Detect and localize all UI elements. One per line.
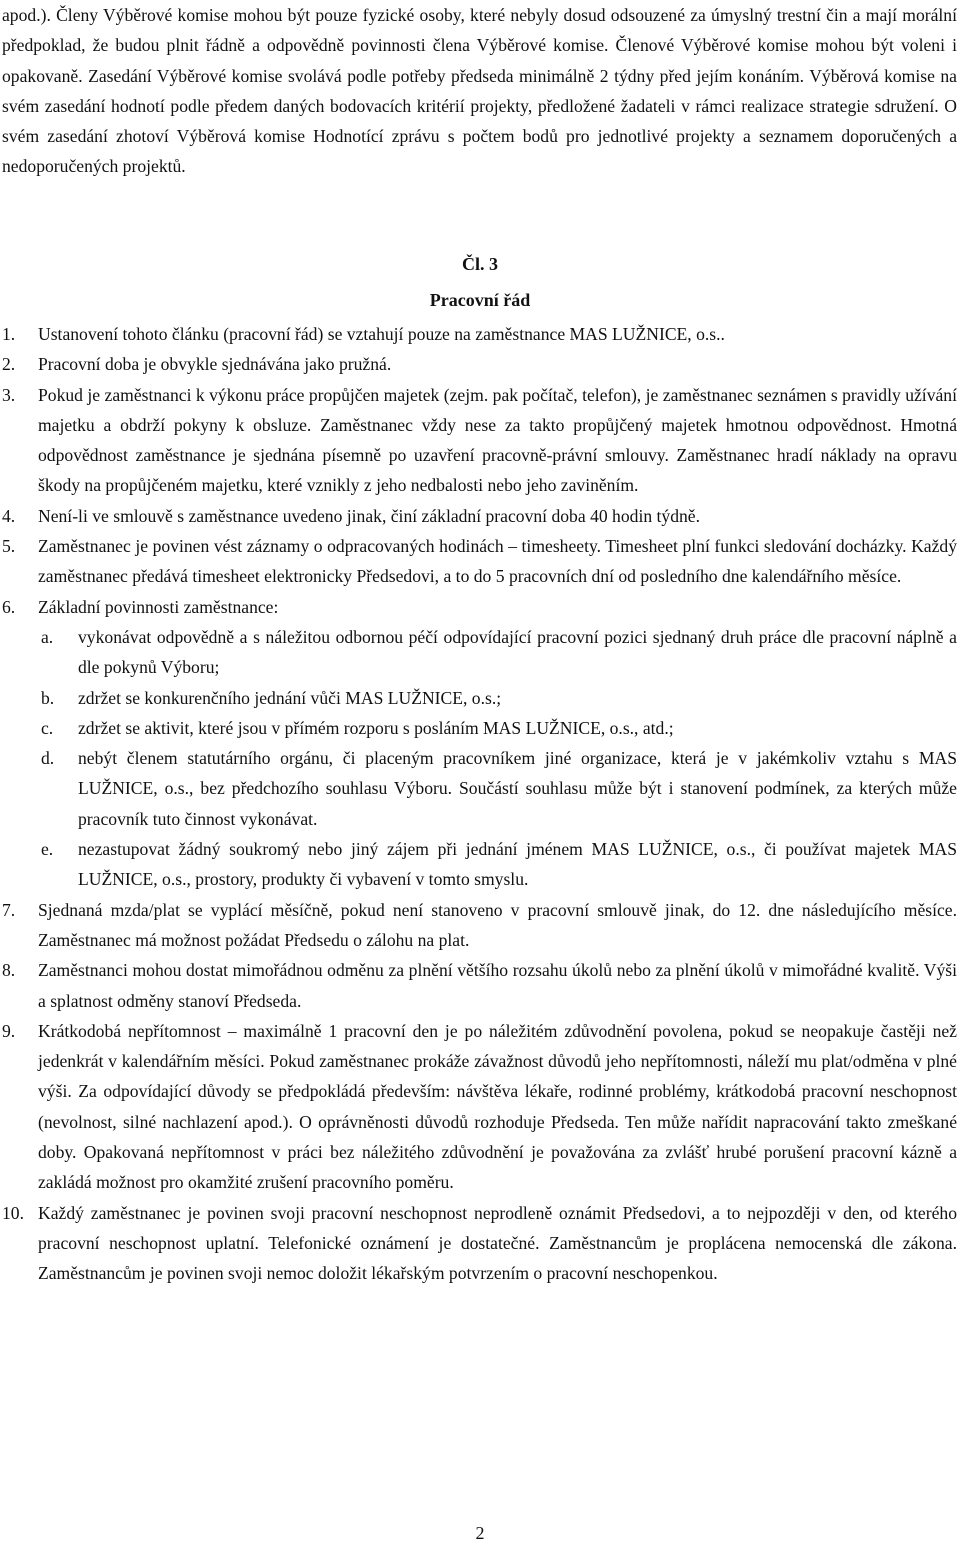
- item-number: 7.: [2, 899, 16, 920]
- article-title: Pracovní řád: [429, 290, 531, 310]
- item-text: Základní povinnosti zaměstnance:: [38, 596, 279, 617]
- sub-text: nezastupovat žádný soukromý nebo jiný zájem při jednání jménem MAS LUŽNICE, o.s., či používat majetek MAS LUŽNICE, o.s., prostory, produkty či vybavení v tomto smyslu.: [78, 839, 957, 890]
- rules-list: [2, 319, 957, 1289]
- list-item: [2, 380, 957, 501]
- sublist-item: [2, 622, 957, 683]
- item-text: Zaměstnanec je povinen vést záznamy o odpracovaných hodinách – timesheety. Timesheet plní funkci sledování docházky. Každý zaměstnanec předává timesheet elektronicky Předsedovi, a to do 5 pracovních dní od posledního dne kalendářního měsíce.: [38, 536, 957, 587]
- sub-letter: e.: [41, 839, 54, 860]
- list-item: [2, 1016, 957, 1198]
- item-number: 6.: [2, 596, 16, 617]
- item-number: 5.: [2, 536, 16, 557]
- sub-text: zdržet se konkurenčního jednání vůči MAS LUŽNICE, o.s.;: [78, 687, 502, 708]
- item-text: Krátkodobá nepřítomnost – maximálně 1 pracovní den je po náležitém zdůvodnění povolena, pokud se neopakuje častěji než jedenkrát v kalendářním měsíci. Pokud zaměstnanec prokáže závažnost důvodů jeho nepřítomnosti, náleží mu plat/odměna v plné výši. Za odpovídající důvody se předpokládá především: návštěva lékaře, rodinné problémy, krátkodobá pracovní neschopnost (nevolnost, silné nachlazení apod.). O oprávněnosti důvodů rozhoduje Předseda. Ten může nařídit napracování takto zmeškané doby. Opakovaná nepřítomnost v práci bez náležitého zdůvodnění je považována za zvlášť hrubé porušení pracovní kázně a zakládá možnost pro okamžité zrušení pracovního poměru.: [38, 1020, 957, 1193]
- list-item: [2, 895, 957, 956]
- sublist-item: [2, 683, 957, 713]
- list-item: [2, 592, 957, 622]
- item-text: Pokud je zaměstnanci k výkonu práce propůjčen majetek (zejm. pak počítač, telefon), je zaměstnanec seznámen s pravidly užívání majetku a obdrží pokyny k obsluze. Zaměstnanec vždy nese za takto propůjčený majetek hmotnou odpovědnost. Hmotná odpovědnost zaměstnance je sjednána písemně po uzavření pracovně-právní smlouvy. Zaměstnanec hradí náklady na opravu škody na propůjčeném majetku, které vznikly z jeho nedbalosti nebo jeho zaviněním.: [38, 384, 957, 496]
- item-number: 9.: [2, 1020, 16, 1041]
- list-item: [2, 531, 957, 592]
- list-item: [2, 349, 957, 379]
- sublist-item: [2, 713, 957, 743]
- sub-letter: d.: [41, 748, 55, 769]
- list-item: [2, 1198, 957, 1289]
- duties-sublist: [2, 622, 957, 895]
- item-number: 2.: [2, 354, 16, 375]
- item-number: 3.: [2, 384, 16, 405]
- sub-letter: b.: [41, 687, 55, 708]
- intro-paragraph: apod.). Členy Výběrové komise mohou být pouze fyzické osoby, které nebyly dosud odsouzené za úmyslný trestní čin a mají morální předpoklad, že budou plnit řádně a odpovědně povinnosti člena Výběrové komise. Členové Výběrové komise mohou být voleni i opakovaně. Zasedání Výběrové komise svolává podle potřeby předseda minimálně 2 týdny před jejím konáním. Výběrová komise na svém zasedání hodnotí podle předem daných bodovacích kritérií projekty, předložené žadateli v rámci realizace strategie sdružení. O svém zasedání zhotoví Výběrová komise Hodnotící zprávu s počtem bodů pro jednotlivé projekty a seznamem doporučených a nedoporučených projektů.: [2, 5, 957, 177]
- sub-letter: c.: [41, 717, 54, 738]
- sublist-item: [2, 743, 957, 834]
- item-text: Není-li ve smlouvě s zaměstnance uvedeno jinak, činí základní pracovní doba 40 hodin týdně.: [38, 505, 701, 526]
- list-item: [2, 501, 957, 531]
- page-number: 2: [475, 1523, 485, 1543]
- item-text: Pracovní doba je obvykle sjednávána jako pružná.: [38, 354, 392, 375]
- item-text: Každý zaměstnanec je povinen svoji pracovní neschopnost neprodleně oznámit Předsedovi, a to nejpozději v den, od kterého pracovní neschopnost uplatní. Telefonické oznámení je dostatečné. Zaměstnancům je proplácena nemocenská dle zákona. Zaměstnancům je povinen svoji nemoc doložit lékařským potvrzením o pracovní neschopenkou.: [38, 1202, 957, 1284]
- list-item: [2, 319, 957, 349]
- sub-text: vykonávat odpovědně a s náležitou odbornou péčí odpovídající pracovní pozici sjednaný druh práce dle pracovní náplně a dle pokynů Výboru;: [78, 626, 957, 678]
- sub-text: nebýt členem statutárního orgánu, či placeným pracovníkem jiné organizace, která je v jakémkoliv vztahu s MAS LUŽNICE, o.s., bez předchozího souhlasu Výboru. Součástí souhlasu může být i stanovení podmínek, za kterých může pracovník tuto činnost vykonávat.: [78, 748, 957, 829]
- article-number: Čl. 3: [462, 254, 498, 274]
- item-number: 10.: [2, 1202, 24, 1223]
- sub-letter: a.: [41, 626, 54, 647]
- duties-sublist-container: [2, 622, 957, 895]
- item-number: 8.: [2, 960, 16, 981]
- item-text: Sjednaná mzda/plat se vyplácí měsíčně, pokud není stanoveno v pracovní smlouvě jinak, do 12. dne následujícího měsíce. Zaměstnanec má možnost požádat Předsedu o zálohu na plat.: [38, 899, 957, 950]
- item-text: Zaměstnanci mohou dostat mimořádnou odměnu za plnění většího rozsahu úkolů nebo za plnění úkolů v mimořádné kvalitě. Výši a splatnost odměny stanoví Předseda.: [38, 960, 957, 1011]
- sublist-item: [2, 834, 957, 895]
- item-number: 4.: [2, 505, 16, 526]
- item-text: Ustanovení tohoto článku (pracovní řád) se vztahují pouze na zaměstnance MAS LUŽNICE, o.s..: [38, 324, 725, 344]
- item-number: 1.: [2, 324, 16, 344]
- sub-text: zdržet se aktivit, které jsou v přímém rozporu s posláním MAS LUŽNICE, o.s., atd.;: [78, 717, 674, 738]
- list-item: [2, 955, 957, 1016]
